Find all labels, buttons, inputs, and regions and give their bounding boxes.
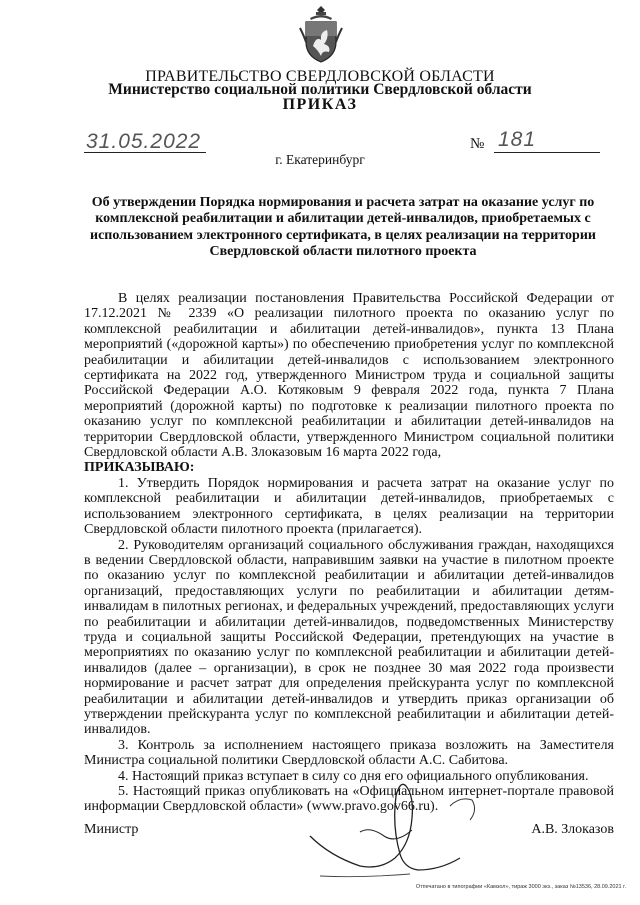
signer-position: Министр bbox=[84, 822, 139, 837]
number-label: № bbox=[470, 136, 485, 152]
document-type: ПРИКАЗ bbox=[282, 96, 358, 113]
ministry-name: Министерство социальной политики Свердловской области bbox=[108, 81, 532, 98]
order-item: 5. Настоящий приказ опубликовать на «Официальном интернет-портале правовой информации Свердловской области» (www.pravo.gov66.ru). bbox=[84, 784, 614, 815]
order-number: 181 bbox=[498, 128, 537, 151]
signature-row bbox=[84, 822, 614, 842]
order-item: 3. Контроль за исполнением настоящего приказа возложить на Заместителя Министра социальной политики Свердловской области А.С. Сабитова. bbox=[84, 737, 614, 769]
signer-name: А.В. Злоказов bbox=[531, 822, 614, 837]
order-item: 2. Руководителям организаций социального обслуживания граждан, находящихся в ведении Свердловской области, направившим заявки на участие в пилотном проекте по оказанию услуг по комплексной реабилитации и абилитации детей-инвалидов организаций, предоставляющих услуги по реабилитации и абилитации детям-инвалидам в пилотных регионах, и федеральных учреждений, предоставляющих услуги по реабилитации и абилитации детей-инвалидов, подведомственных Министерству труда и социальной защиты Российской Федерации, претендующих на участие в мероприятиях по оказанию услуг по комплексной реабилитации и абилитации детей-инвалидов (далее – организации), в срок не позднее 30 мая 2022 года произвести нормирование и расчет затрат для определения прейскуранта услуг по комплексной реабилитации и абилитации детей-инвалидов и утвердить приказ организации об утверждении прейскуранта услуг по комплексной реабилитации и абилитации детей-инвалидов. bbox=[84, 537, 614, 738]
order-title: Об утверждении Порядка нормирования и расчета затрат на оказание услуг по комплексной реабилитации и абилитации детей-инвалидов, приобретаемых с использованием электронного сертификата, в целях реализации на территории Свердловской области пилотного проекта bbox=[90, 195, 596, 259]
order-body bbox=[84, 291, 614, 815]
order-item: 4. Настоящий приказ вступает в силу со дня его официального опубликования. bbox=[118, 768, 589, 784]
preamble: В целях реализации постановления Правительства Российской Федерации от 17.12.2021 № 2339 «О реализации пилотного проекта по оказанию услуг по комплексной реабилитации и абилитации детей-инвалидов», пункта 13 Плана мероприятий («дорожной карты») по обеспечению приобретения услуг по комплексной реабилитации и абилитации детей-инвалидов с использованием электронного сертификата на 2022 год, утвержденного Министром труда и социальной защиты Российской Федерации А.О. Котяковым 9 февраля 2022 года, пункта 7 Плана мероприятий (дорожной карты) по подготовке к реализации пилотного проекта по оказанию услуг по комплексной реабилитации и абилитации детей-инвалидов на территории Свердловской области, утвержденного Министром социальной политики Свердловской области А.В. Злоказовым 16 марта 2022 года, bbox=[84, 291, 614, 461]
order-item: 1. Утвердить Порядок нормирования и расчета затрат на оказание услуг по комплексной реабилитации и абилитации детей-инвалидов, приобретаемых с использованием электронного сертификата, в целях реализации на территории Свердловской области пилотного проекта (прилагается). bbox=[84, 475, 614, 538]
government-name: ПРАВИТЕЛЬСТВО СВЕРДЛОВСКОЙ ОБЛАСТИ bbox=[145, 68, 495, 85]
print-footnote: Отпечатано в типографии «Камзол», тираж 3000 экз., заказ №13536, 28.09.2021 г. bbox=[415, 884, 626, 890]
order-date: 31.05.2022 bbox=[86, 130, 202, 153]
coat-of-arms-icon bbox=[298, 6, 344, 64]
city: г. Екатеринбург bbox=[275, 152, 365, 167]
order-word: ПРИКАЗЫВАЮ: bbox=[84, 460, 195, 476]
